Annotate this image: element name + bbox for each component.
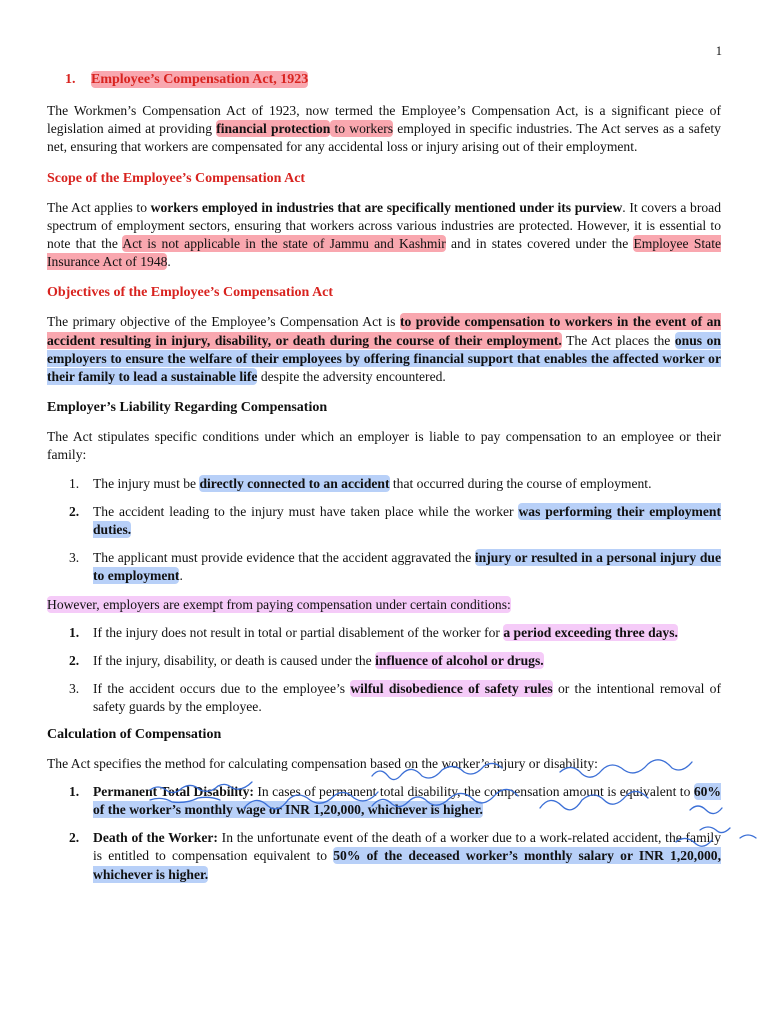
title-text: Employee’s Compensation Act, 1923: [91, 72, 309, 87]
list-item: 1. The injury must be directly connected to an accident that occurred during the course of employment.: [69, 475, 652, 491]
highlight-financial-protection: financial protection: [216, 121, 331, 137]
scope-paragraph: The Act applies to workers employed in industries that are specifically mentioned under its purview. It covers a broad spectrum of employment sectors, ensuring that workers across various industries are protected. However, it is essential to note that the Act is not applicable in the state of Jammu and Kashmir and in states covered under the Employee State Insurance Act of 1948.: [47, 199, 722, 270]
calculation-heading: Calculation of Compensation: [47, 726, 222, 742]
scope-heading: Scope of the Employee’s Compensation Act: [47, 170, 306, 186]
intro-paragraph: The Workmen’s Compensation Act of 1923, now termed the Employee’s Compensation Act, is a significant piece of legislation aimed at providing financial protection to workers employed in specific industries. The Act serves as a safety net, ensuring that workers are compensated for any accidental loss or injury arising out of their employment.: [47, 103, 721, 155]
list-item: 1. If the injury does not result in total or partial disablement of the worker for a period exceeding three days.: [69, 624, 678, 640]
exempt-intro: However, employers are exempt from paying compensation under certain conditions:: [47, 596, 511, 612]
list-item: 2. The accident leading to the injury must have taken place while the worker was performing their employment duties.: [69, 503, 721, 538]
liability-intro: The Act stipulates specific conditions under which an employer is liable to pay compensation to an employee or their family:: [47, 429, 721, 463]
page-number: 1: [715, 44, 722, 58]
liability-heading: Employer’s Liability Regarding Compensation: [47, 400, 328, 416]
objectives-heading: Objectives of the Employee’s Compensation Act: [47, 285, 334, 301]
highlight-primary-objective: to provide compensation to workers in the event of an accident resulting in injury, disability, or death during the course of their employment.: [47, 314, 721, 348]
list-item: 2. Death of the Worker: In the unfortunate event of the death of a worker due to a work-related accident, the family is entitled to compensation equivalent to 50% of the deceased worker’s monthly salary or INR 1,20,000, whichever is higher.: [69, 830, 721, 882]
highlight-esi-act: Employee State Insurance Act of 1948: [47, 236, 721, 270]
list-item: 2. If the injury, disability, or death is caused under the influence of alcohol or drugs.: [69, 653, 544, 669]
highlight-onus: onus on employers to ensure the welfare of their employees by offering financial support that enables the affected worker or their family to lead a sustainable life: [47, 332, 721, 385]
title-number: 1.: [65, 72, 76, 87]
calculation-intro: The Act specifies the method for calculating compensation based on the worker’s injury or disability:: [47, 755, 598, 771]
highlight-jammu-kashmir: Act is not applicable in the state of Jammu and Kashmir: [122, 236, 446, 252]
list-item: 3. The applicant must provide evidence that the accident aggravated the injury or resulted in a personal injury due to employment.: [69, 550, 721, 584]
list-item: 3. If the accident occurs due to the employee’s wilful disobedience of safety rules or the intentional removal of safety guards by the employee.: [69, 681, 721, 715]
list-item: 1. Permanent Total Disability: In cases of permanent total disability, the compensation amount is equivalent to 60% of the worker’s monthly wage or INR 1,20,000, whichever is higher.: [69, 783, 721, 818]
objectives-paragraph: The primary objective of the Employee’s Compensation Act is to provide compensation to workers in the event of an accident resulting in injury, disability, or death during the course of their employment. The Act places the onus on employers to ensure the welfare of their employees by offering financial support that enables the affected worker or their family to lead a sustainable life despite the adversity encountered.: [47, 314, 721, 385]
